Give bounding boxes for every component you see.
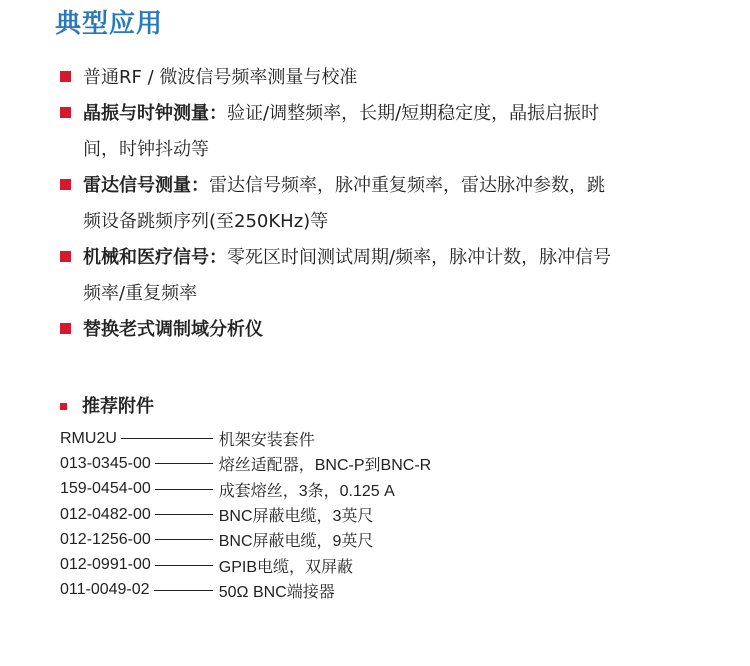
red-square-bullet-icon xyxy=(60,179,71,190)
application-item xyxy=(60,60,620,96)
part-number: 012-1256-00 xyxy=(60,530,151,548)
red-square-bullet-icon xyxy=(60,403,67,410)
application-text: 普通RF / 微波信号频率测量与校准 xyxy=(83,67,358,88)
accessory-row xyxy=(60,426,431,451)
part-number: RMU2U xyxy=(60,429,117,447)
application-text: 雷达信号频率，脉冲重复频率，雷达脉冲参数，跳频设备跳频序列(至250KHz)等 xyxy=(83,175,605,232)
leader-line xyxy=(155,514,213,515)
part-number: 013-0345-00 xyxy=(60,454,151,472)
part-description: 50Ω BNC端接器 xyxy=(218,583,335,601)
application-item xyxy=(60,240,620,312)
part-description: 熔丝适配器，BNC-P到BNC-R xyxy=(218,457,432,475)
application-item xyxy=(60,96,620,168)
part-description: 机架安装套件 xyxy=(218,432,315,450)
part-number: 011-0049-02 xyxy=(60,581,150,599)
accessory-row xyxy=(60,527,431,552)
accessories-heading-text: 推荐附件 xyxy=(82,396,154,417)
section-title: 典型应用 xyxy=(55,9,164,39)
application-label: 晶振与时钟测量 xyxy=(83,103,209,124)
application-item xyxy=(60,312,620,348)
leader-line xyxy=(155,565,213,566)
accessory-row xyxy=(60,502,431,527)
part-number: 012-0991-00 xyxy=(60,556,151,574)
leader-line xyxy=(154,590,213,591)
leader-line xyxy=(155,539,213,540)
part-description: GPIB电缆，双屏蔽 xyxy=(218,558,353,576)
red-square-bullet-icon xyxy=(60,251,71,262)
accessories-list xyxy=(60,426,431,603)
application-label: 雷达信号测量 xyxy=(83,175,191,196)
part-number: 159-0454-00 xyxy=(60,480,151,498)
accessories-heading xyxy=(60,392,154,422)
red-square-bullet-icon xyxy=(60,71,71,82)
leader-line xyxy=(155,463,213,464)
part-description: 成套熔丝，3条，0.125 A xyxy=(218,482,395,500)
accessory-row xyxy=(60,451,431,476)
part-number: 012-0482-00 xyxy=(60,505,151,523)
application-separator: ： xyxy=(209,247,227,268)
application-label: 机械和医疗信号 xyxy=(83,247,209,268)
accessory-row xyxy=(60,578,431,603)
application-separator: ： xyxy=(191,175,209,196)
applications-list xyxy=(60,60,620,348)
accessory-row xyxy=(60,552,431,577)
part-description: BNC屏蔽电缆，3英尺 xyxy=(218,508,374,526)
leader-line xyxy=(121,438,213,439)
application-label: 替换老式调制域分析仪 xyxy=(83,319,263,340)
application-separator: ： xyxy=(209,103,227,124)
application-text: 零死区时间测试周期/频率，脉冲计数，脉冲信号频率/重复频率 xyxy=(83,247,612,304)
application-text: 验证/调整频率，长期/短期稳定度，晶振启振时间，时钟抖动等 xyxy=(83,103,600,160)
red-square-bullet-icon xyxy=(60,323,71,334)
part-description: BNC屏蔽电缆，9英尺 xyxy=(218,533,374,551)
accessory-row xyxy=(60,477,431,502)
application-item xyxy=(60,168,620,240)
leader-line xyxy=(155,489,213,490)
red-square-bullet-icon xyxy=(60,107,71,118)
